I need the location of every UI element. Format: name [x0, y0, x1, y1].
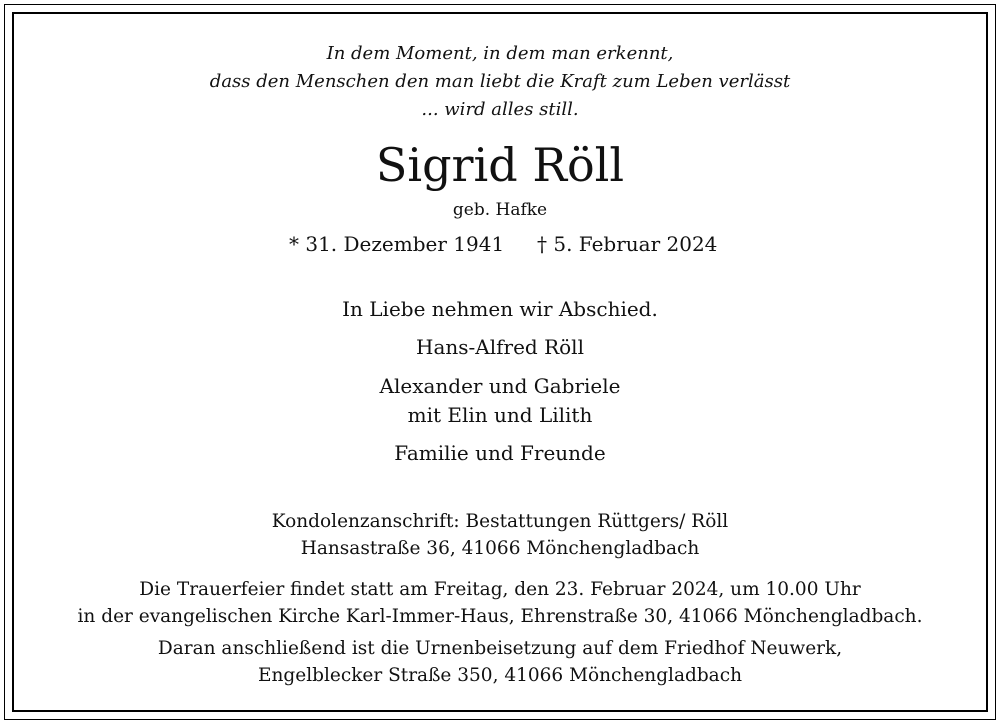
motto-line-1: In dem Moment, in dem man erkennt,	[326, 43, 674, 64]
mourner-line: Alexander und Gabriele	[379, 374, 621, 398]
deceased-name: Sigrid Röll	[375, 138, 625, 192]
death-date: † 5. Februar 2024	[537, 232, 718, 256]
birth-name: geb. Hafke	[452, 200, 548, 220]
service-line-2: in der evangelischen Kirche Karl-Immer-Haus, Ehrenstraße 30, 41066 Mönchengladbach.	[77, 606, 923, 627]
condolence-line-2: Hansastraße 36, 41066 Mönchengladbach	[300, 538, 700, 559]
condolence-line-1: Kondolenzanschrift: Bestattungen Rüttgers/ Röll	[271, 511, 729, 532]
motto-line-3: ... wird alles still.	[421, 99, 579, 120]
motto-line-2: dass den Menschen den man liebt die Kraft zum Leben verlässt	[209, 71, 791, 92]
mourner-line: Hans-Alfred Röll	[416, 335, 584, 359]
life-dates	[0, 232, 1000, 260]
farewell-text: In Liebe nehmen wir Abschied.	[342, 297, 658, 321]
service-line-1: Die Trauerfeier findet statt am Freitag, den 23. Februar 2024, um 10.00 Uhr	[139, 579, 861, 600]
mourner-line: mit Elin und Lilith	[407, 403, 593, 427]
burial-line-1: Daran anschließend ist die Urnenbeisetzung auf dem Friedhof Neuwerk,	[157, 638, 843, 659]
birth-date: * 31. Dezember 1941	[289, 232, 505, 256]
mourner-line: Familie und Freunde	[394, 441, 606, 465]
burial-line-2: Engelblecker Straße 350, 41066 Mönchengladbach	[258, 665, 742, 686]
